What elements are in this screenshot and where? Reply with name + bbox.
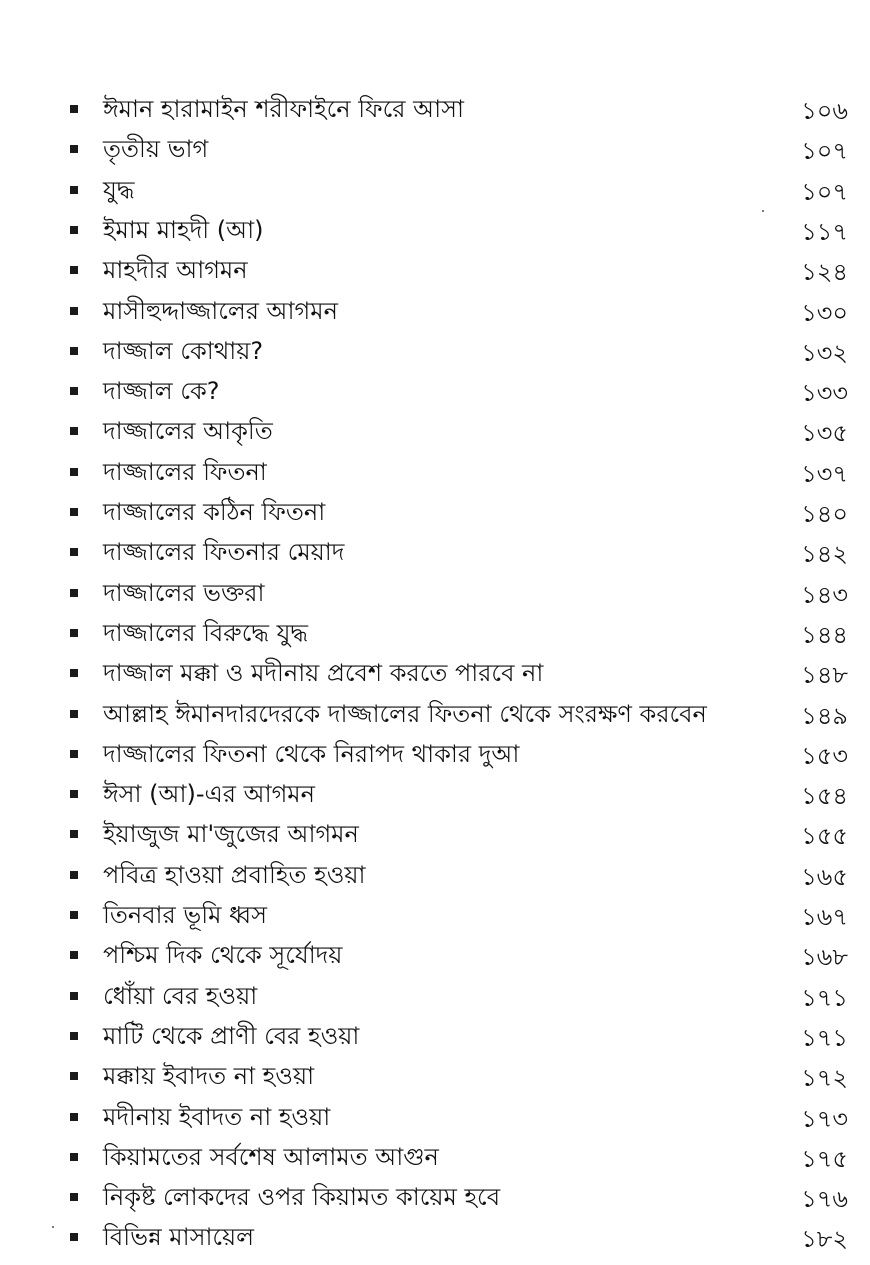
toc-entry-title: মাসীহুদ্দাজ্জালের আগমন (103, 297, 338, 325)
toc-entry-title: দাজ্জালের আকৃতি (103, 417, 273, 445)
toc-entry-title: ইমাম মাহদী (আ) (103, 216, 264, 244)
toc-entry-title: দাজ্জালের ফিতনার মেয়াদ (103, 538, 345, 566)
toc-entry-page-number: ১৩৫ (801, 419, 848, 447)
toc-entry-page-number: ১৭১ (801, 1024, 848, 1052)
toc-entry-page-number: ১৪৮ (801, 661, 848, 689)
toc-entry (0, 495, 870, 533)
toc-entry (0, 938, 870, 976)
square-bullet-icon (70, 427, 78, 435)
scan-speck (762, 210, 764, 212)
toc-entry-page-number: ১৭১ (801, 984, 848, 1012)
toc-entry-title: ইয়াজুজ মা'জুজের আগমন (103, 820, 359, 848)
toc-entry-title: মদীনায় ইবাদত না হওয়া (103, 1103, 331, 1131)
toc-entry-page-number: ১৪৪ (801, 621, 848, 649)
toc-entry-title: পবিত্র হাওয়া প্রবাহিত হওয়া (103, 861, 366, 889)
square-bullet-icon (70, 548, 78, 556)
square-bullet-icon (70, 226, 78, 234)
toc-entry (0, 92, 870, 130)
toc-entry-title: দাজ্জালের কঠিন ফিতনা (103, 498, 326, 526)
square-bullet-icon (70, 710, 78, 718)
toc-entry-title: দাজ্জালের ফিতনা থেকে নিরাপদ থাকার দুআ (103, 740, 520, 768)
square-bullet-icon (70, 1113, 78, 1121)
toc-entry-page-number: ১৭৩ (801, 1105, 848, 1133)
square-bullet-icon (70, 830, 78, 838)
toc-entry-page-number: ১০৬ (801, 97, 848, 125)
square-bullet-icon (70, 387, 78, 395)
square-bullet-icon (70, 790, 78, 798)
square-bullet-icon (70, 589, 78, 597)
toc-entry (0, 1019, 870, 1057)
toc-entry-title: ঈসা (আ)-এর আগমন (103, 780, 315, 808)
toc-entry-page-number: ১৮২ (801, 1225, 848, 1253)
toc-entry (0, 374, 870, 412)
toc-entry-page-number: ১৩৩ (801, 379, 848, 407)
toc-entry-title: তৃতীয় ভাগ (103, 135, 209, 163)
square-bullet-icon (70, 992, 78, 1000)
toc-entry-title: ধোঁয়া বের হওয়া (103, 982, 258, 1010)
toc-entry (0, 253, 870, 291)
toc-entry-title: পশ্চিম দিক থেকে সূর্যোদয় (103, 941, 343, 969)
scan-speck (52, 1226, 54, 1228)
toc-entry-page-number: ১৬৭ (801, 903, 848, 931)
toc-entry (0, 1180, 870, 1218)
toc-entry (0, 656, 870, 694)
toc-entry-title: তিনবার ভূমি ধ্বস (103, 901, 268, 929)
toc-entry-page-number: ১২৪ (801, 258, 848, 286)
toc-entry-page-number: ১৬৫ (801, 863, 848, 891)
toc-entry (0, 294, 870, 332)
toc-entry (0, 1100, 870, 1138)
square-bullet-icon (70, 750, 78, 758)
toc-entry-page-number: ১০৭ (801, 178, 848, 206)
toc-entry (0, 697, 870, 735)
square-bullet-icon (70, 508, 78, 516)
toc-entry-page-number: ১০৭ (801, 137, 848, 165)
toc-entry-title: দাজ্জালের ভক্তরা (103, 579, 265, 607)
toc-entry-title: দাজ্জাল মক্কা ও মদীনায় প্রবেশ করতে পারবে না (103, 659, 544, 687)
toc-entry-title: ঈমান হারামাইন শরীফাইনে ফিরে আসা (103, 95, 464, 123)
square-bullet-icon (70, 1153, 78, 1161)
square-bullet-icon (70, 468, 78, 476)
square-bullet-icon (70, 347, 78, 355)
toc-entry (0, 334, 870, 372)
toc-entry (0, 576, 870, 614)
square-bullet-icon (70, 951, 78, 959)
square-bullet-icon (70, 1193, 78, 1201)
toc-entry-title: দাজ্জাল কে? (103, 377, 220, 405)
toc-entry-page-number: ১৩৭ (801, 460, 848, 488)
toc-entry-title: নিকৃষ্ট লোকদের ওপর কিয়ামত কায়েম হবে (103, 1183, 501, 1211)
toc-entry-title: দাজ্জালের ফিতনা (103, 458, 267, 486)
toc-entry (0, 1140, 870, 1178)
toc-entry-title: মাহদীর আগমন (103, 256, 248, 284)
toc-entry-title: যুদ্ধ (103, 176, 135, 204)
toc-entry-page-number: ১৭৬ (801, 1185, 848, 1213)
toc-entry (0, 132, 870, 170)
toc-entry-title: আল্লাহ ঈমানদারদেরকে দাজ্জালের ফিতনা থেকে সংরক্ষণ করবেন (103, 700, 707, 728)
toc-entry (0, 777, 870, 815)
square-bullet-icon (70, 186, 78, 194)
square-bullet-icon (70, 911, 78, 919)
toc-entry-title: দাজ্জাল কোথায়? (103, 337, 264, 365)
toc-entry (0, 535, 870, 573)
square-bullet-icon (70, 871, 78, 879)
square-bullet-icon (70, 669, 78, 677)
toc-entry-page-number: ১৪৯ (801, 702, 848, 730)
toc-entry (0, 1220, 870, 1258)
toc-entry-page-number: ১৫৪ (801, 782, 848, 810)
toc-entry-page-number: ১৪০ (801, 500, 848, 528)
toc-entry (0, 455, 870, 493)
toc-entry-page-number: ১৭২ (801, 1064, 848, 1092)
square-bullet-icon (70, 105, 78, 113)
square-bullet-icon (70, 1233, 78, 1241)
toc-entry (0, 616, 870, 654)
toc-entry (0, 898, 870, 936)
toc-entry (0, 414, 870, 452)
toc-entry-title: দাজ্জালের বিরুদ্ধে যুদ্ধ (103, 619, 309, 647)
toc-entry-title: মক্কায় ইবাদত না হওয়া (103, 1062, 315, 1090)
toc-entry-page-number: ১৫৩ (801, 742, 848, 770)
toc-entry (0, 173, 870, 211)
toc-entry-title: কিয়ামতের সর্বশেষ আলামত আগুন (103, 1143, 439, 1171)
square-bullet-icon (70, 145, 78, 153)
square-bullet-icon (70, 629, 78, 637)
toc-entry (0, 858, 870, 896)
toc-entry (0, 737, 870, 775)
toc-entry-page-number: ১৪৩ (801, 581, 848, 609)
toc-entry-page-number: ১৫৫ (801, 822, 848, 850)
toc-entry (0, 1059, 870, 1097)
toc-entry-page-number: ১১৭ (801, 218, 848, 246)
toc-entry-page-number: ১৬৮ (801, 943, 848, 971)
square-bullet-icon (70, 1032, 78, 1040)
toc-entry-page-number: ১৪২ (801, 540, 848, 568)
square-bullet-icon (70, 1072, 78, 1080)
toc-entry-title: বিভিন্ন মাসায়েল (103, 1223, 255, 1251)
toc-entry (0, 817, 870, 855)
square-bullet-icon (70, 266, 78, 274)
toc-entry-page-number: ১৩০ (801, 299, 848, 327)
toc-entry-page-number: ১৩২ (801, 339, 848, 367)
square-bullet-icon (70, 307, 78, 315)
toc-entry (0, 979, 870, 1017)
toc-entry-title: মাটি থেকে প্রাণী বের হওয়া (103, 1022, 360, 1050)
toc-entry-page-number: ১৭৫ (801, 1145, 848, 1173)
toc-entry (0, 213, 870, 251)
